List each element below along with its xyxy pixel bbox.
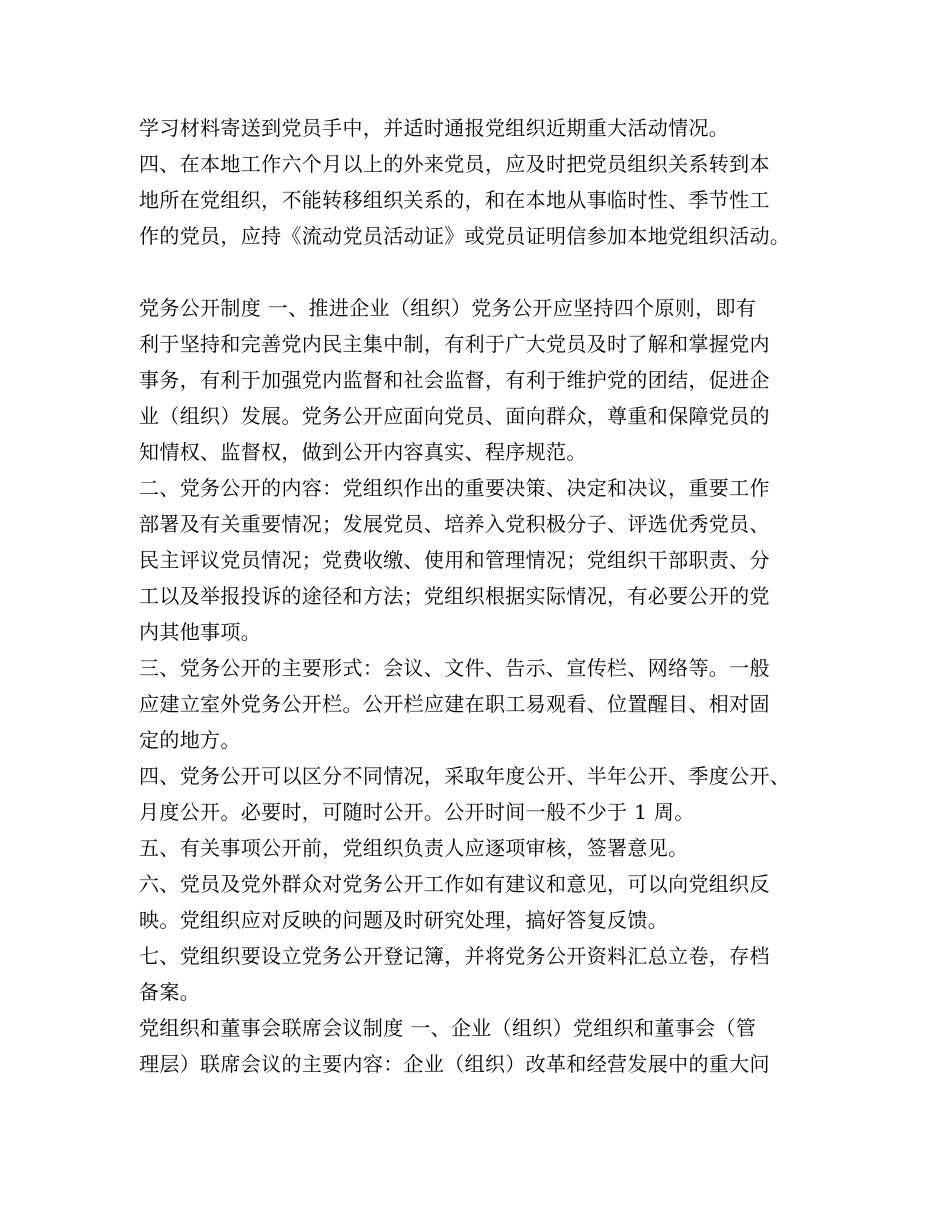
text-line: 民主评议党员情况；党费收缴、使用和管理情况；党组织干部职责、分 — [139, 548, 770, 572]
text-line: 三、党务公开的主要形式：会议、文件、告示、宣传栏、网络等。一般 — [139, 656, 770, 680]
text-line: 二、党务公开的内容：党组织作出的重要决策、决定和决议，重要工作 — [139, 476, 770, 500]
text-line: 五、有关事项公开前，党组织负责人应逐项审核，签署意见。 — [139, 836, 689, 860]
text-line: 四、党务公开可以区分不同情况，采取年度公开、半年公开、季度公开、 — [139, 764, 791, 788]
text-line: 理层）联席会议的主要内容：企业（组织）改革和经营发展中的重大问 — [139, 1052, 770, 1076]
text-line: 内其他事项。 — [139, 620, 262, 644]
text-line: 利于坚持和完善党内民主集中制，有利于广大党员及时了解和掌握党内 — [139, 332, 770, 356]
text-line: 部署及有关重要情况；发展党员、培养入党积极分子、评选优秀党员、 — [139, 512, 770, 536]
text-line: 备案。 — [139, 980, 201, 1004]
text-line: 作的党员，应持《流动党员活动证》或党员证明信参加本地党组织活动。 — [139, 224, 791, 248]
text-line: 应建立室外党务公开栏。公开栏应建在职工易观看、位置醒目、相对固 — [139, 692, 770, 716]
text-line: 业（组织）发展。党务公开应面向党员、面向群众，尊重和保障党员的 — [139, 404, 770, 428]
text-line: 知情权、监督权，做到公开内容真实、程序规范。 — [139, 440, 587, 464]
text-line: 四、在本地工作六个月以上的外来党员，应及时把党员组织关系转到本 — [139, 152, 770, 176]
text-line: 六、党员及党外群众对党务公开工作如有建议和意见，可以向党组织反 — [139, 872, 770, 896]
text-line: 定的地方。 — [139, 728, 241, 752]
text-line: 映。党组织应对反映的问题及时研究处理，搞好答复反馈。 — [139, 908, 669, 932]
text-line: 七、党组织要设立党务公开登记簿，并将党务公开资料汇总立卷，存档 — [139, 944, 770, 968]
text-line: 月度公开。必要时，可随时公开。公开时间一般不少于 1 周。 — [139, 800, 695, 824]
text-line: 学习材料寄送到党员手中，并适时通报党组织近期重大活动情况。 — [139, 116, 730, 140]
text-line: 党务公开制度 一、推进企业（组织）党务公开应坚持四个原则，即有 — [139, 296, 757, 320]
text-line: 党组织和董事会联席会议制度 一、企业（组织）党组织和董事会（管 — [139, 1016, 757, 1040]
text-line: 事务，有利于加强党内监督和社会监督，有利于维护党的团结，促进企 — [139, 368, 770, 392]
text-line: 工以及举报投诉的途径和方法；党组织根据实际情况，有必要公开的党 — [139, 584, 770, 608]
text-line: 地所在党组织，不能转移组织关系的，和在本地从事临时性、季节性工 — [139, 188, 770, 212]
